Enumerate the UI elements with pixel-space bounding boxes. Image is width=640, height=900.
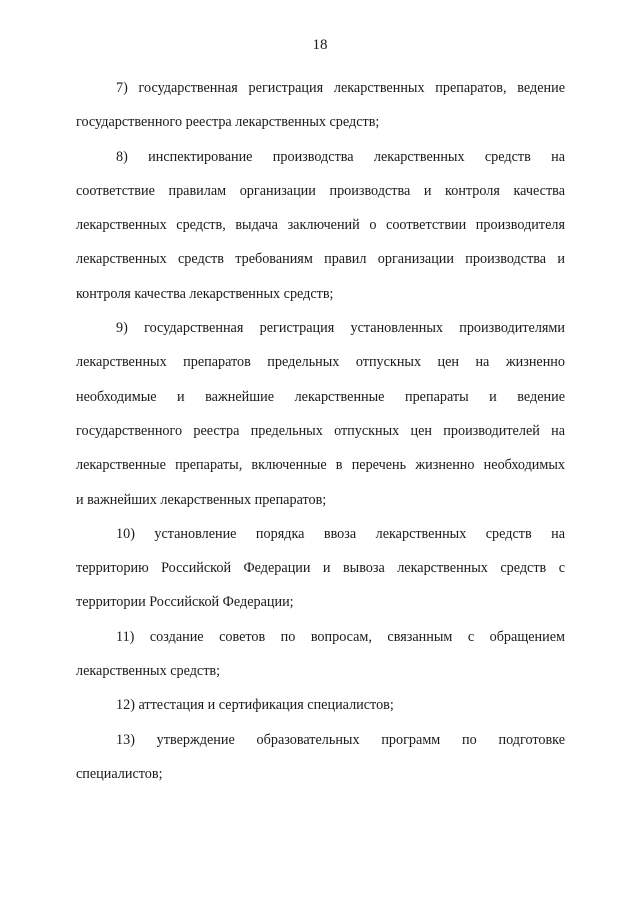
text-line: лекарственных средств требованиям правил организации производства и [76,251,565,268]
text-line: 7) государственная регистрация лекарственных препаратов, ведение [116,80,565,96]
text-line: 11) создание советов по вопросам, связанным с обращением [116,628,565,645]
text-line: территории Российской Федерации; [76,594,294,611]
text-line: контроля качества лекарственных средств; [76,285,334,302]
text-line: 9) государственная регистрация установленных производителями [116,320,565,337]
text-line: необходимые и важнейшие лекарственные препараты и ведение [76,388,565,405]
list-item-8 [76,140,565,311]
list-item-11 [76,620,565,689]
text-line: лекарственных препаратов предельных отпускных цен на жизненно [76,354,565,371]
text-line: государственного реестра предельных отпускных цен производителей на [76,422,565,439]
text-line: 8) инспектирование производства лекарственных средств на [116,148,565,165]
text-line: 10) установление порядка ввоза лекарственных средств на [116,525,565,542]
text-line: 12) аттестация и сертификация специалистов; [116,697,394,714]
text-line: соответствие правилам организации производства и контроля качества [76,182,565,199]
list-item-13 [76,723,565,792]
text-line: лекарственных средств, выдача заключений о соответствии производителя [76,217,565,234]
document-body [76,71,565,791]
text-line: и важнейших лекарственных препаратов; [76,491,327,508]
list-item-10 [76,517,565,620]
text-line: территорию Российской Федерации и вывоза лекарственных средств с [76,560,565,577]
page-number: 18 [312,37,328,53]
list-item-9 [76,311,565,517]
list-item-7 [76,71,565,140]
text-line: лекарственные препараты, включенные в перечень жизненно необходимых [76,457,565,474]
text-line: государственного реестра лекарственных средств; [76,114,380,131]
text-line: лекарственных средств; [76,663,221,680]
text-line: специалистов; [76,765,163,782]
list-item-12 [76,688,565,722]
text-line: 13) утверждение образовательных программ по подготовке [116,731,565,748]
